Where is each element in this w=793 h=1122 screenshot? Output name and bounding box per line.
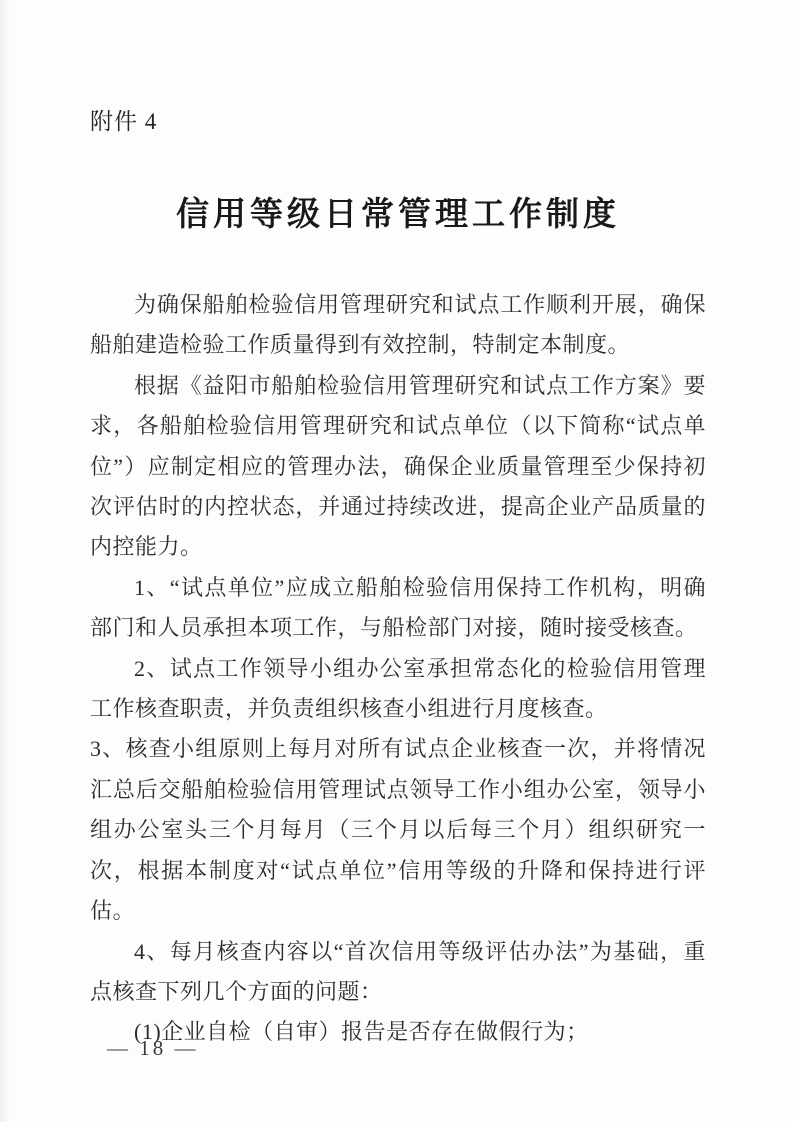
- document-title: 信用等级日常管理工作制度: [176, 195, 620, 232]
- paragraph-item-1: 1、“试点单位”应成立船舶检验信用保持工作机构，明确部门和人员承担本项工作，与船检部门对接，随时接受核查。: [90, 574, 706, 641]
- attachment-label: 附件 4: [90, 109, 158, 134]
- paragraph-item-3: 3、核查小组原则上每月对所有试点企业核查一次，并将情况汇总后交船舶检验信用管理试点领导工作小组办公室，领导小组办公室头三个月每月（三个月以后每三个月）组织研究一次，根据本制度对“试点单位”信用等级的升降和保持进行评估。: [90, 736, 706, 924]
- paragraph-basis: 根据《益阳市船舶检验信用管理研究和试点工作方案》要求，各船舶检验信用管理研究和试点单位（以下简称“试点单位”）应制定相应的管理办法，确保企业质量管理至少保持初次评估时的内控状态，并通过持续改进，提高企业产品质量的内控能力。: [90, 372, 706, 560]
- page-number: — 18 —: [107, 1036, 199, 1060]
- paragraph-subitem-1: (1)企业自检（自审）报告是否存在做假行为；: [134, 1019, 589, 1045]
- document-content: [90, 103, 706, 1053]
- paragraph-item-4: 4、每月核查内容以“首次信用等级评估办法”为基础，重点核查下列几个方面的问题：: [90, 938, 706, 1004]
- document-body: [90, 285, 706, 1053]
- paragraph-intro: 为确保船舶检验信用管理研究和试点工作顺利开展，确保船舶建造检验工作质量得到有效控制，特制定本制度。: [90, 292, 706, 358]
- paragraph-item-2: 2、试点工作领导小组办公室承担常态化的检验信用管理工作核查职责，并负责组织核查小组进行月度核查。: [90, 655, 706, 722]
